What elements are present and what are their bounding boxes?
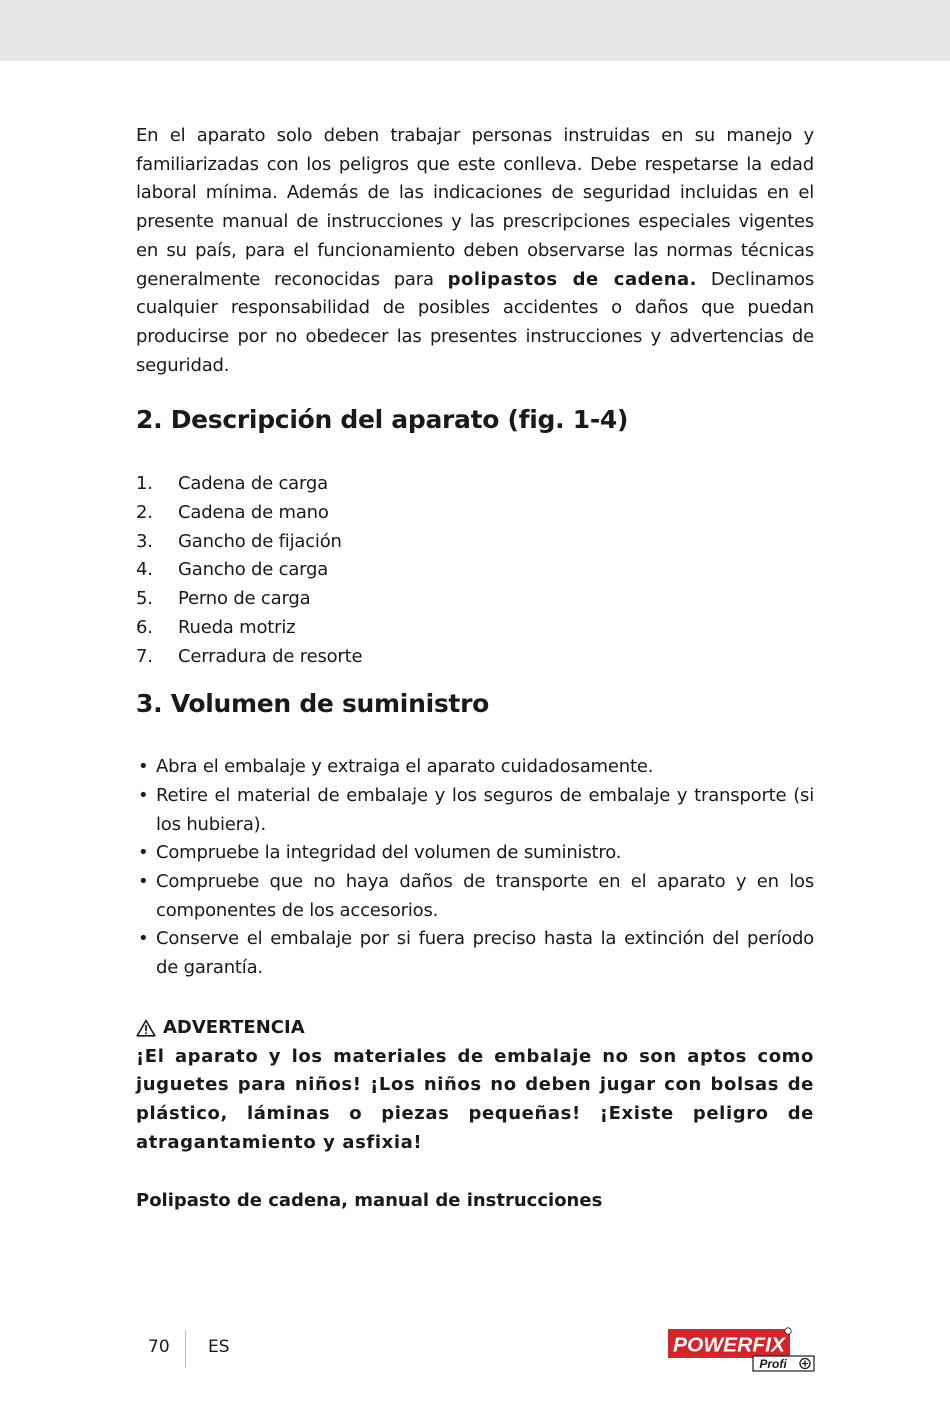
list-item-label: Cadena de mano [178,502,329,524]
intro-paragraph [136,122,814,380]
bullet-item: • Abra el embalaje y extraiga el aparato cuidadosamente. [136,753,814,782]
warning-triangle-icon [136,1019,156,1037]
powerfix-logo [667,1326,817,1374]
list-item [136,614,814,643]
list-item [136,643,814,672]
intro-text-after: Declinamos cualquier responsabilidad de posibles accidentes o daños que puedan producirse por no obedecer las presentes instrucciones y advertencias de seguridad. [136,268,815,376]
page-content [136,122,814,1216]
list-item-number: 7. [136,645,153,667]
list-item-number: 3. [136,530,153,552]
list-item [136,470,814,499]
warning-title: ADVERTENCIA [163,1016,305,1038]
list-item-label: Cadena de carga [178,473,328,495]
list-item [136,585,814,614]
list-item [136,499,814,528]
list-item [136,528,814,557]
supply-bullet-list [136,753,814,983]
bullet-item: • Retire el material de embalaje y los seguros de embalaje y transporte (si los hubiera). [136,782,814,839]
language-code: ES [208,1337,230,1357]
bullet-item: • Conserve el embalaje por si fuera preciso hasta la extinción del período de garantía. [136,925,814,982]
warning-text: ¡El aparato y los materiales de embalaje no son aptos como juguetes para niños! ¡Los niños no deben jugar con bolsas de plástico, láminas o piezas pequeñas! ¡Existe peligro de atragantamiento y asfixia! [136,1045,814,1153]
list-item-number: 5. [136,588,153,610]
list-item [136,556,814,585]
list-item-label: Gancho de fijación [178,530,342,552]
list-item-number: 1. [136,473,153,495]
parts-list [136,470,814,671]
bullet-item: • Compruebe que no haya daños de transporte en el aparato y en los componentes de los accesorios. [136,868,814,925]
top-band [0,0,950,61]
list-item-number: 6. [136,616,153,638]
logo-sub-text: Profi [759,1357,787,1371]
list-item-label: Rueda motriz [178,616,296,638]
registered-mark [785,1328,791,1334]
list-item-number: 2. [136,502,153,524]
section-2-heading: 2. Descripción del aparato (fig. 1-4) [136,405,629,435]
list-item-label: Perno de carga [178,588,311,610]
bullet-item: • Compruebe la integridad del volumen de suministro. [136,839,814,868]
list-item-label: Gancho de carga [178,559,329,581]
intro-bold-term: polipastos de cadena. [447,268,698,290]
footer-divider [185,1330,186,1368]
page-number: 70 [148,1337,170,1357]
list-item-label: Cerradura de resorte [178,645,363,667]
list-item-number: 4. [136,559,153,581]
section-3-heading: 3. Volumen de suministro [136,689,489,719]
intro-text-before: En el aparato solo deben trabajar personas instruidas en su manejo y familiarizadas con los peligros que este conlleva. Debe respetarse la edad laboral mínima. Además de las indicaciones de seguridad incluidas en el presente manual de instrucciones y las prescripciones especiales vigentes en su país, para el funcionamiento deben observarse las normas técnicas generalmente reconocidas para [136,125,814,290]
warning-heading [136,1014,814,1043]
manual-title-note: Polipasto de cadena, manual de instrucciones [136,1190,603,1212]
logo-main-text: POWERFIX [673,1334,787,1357]
